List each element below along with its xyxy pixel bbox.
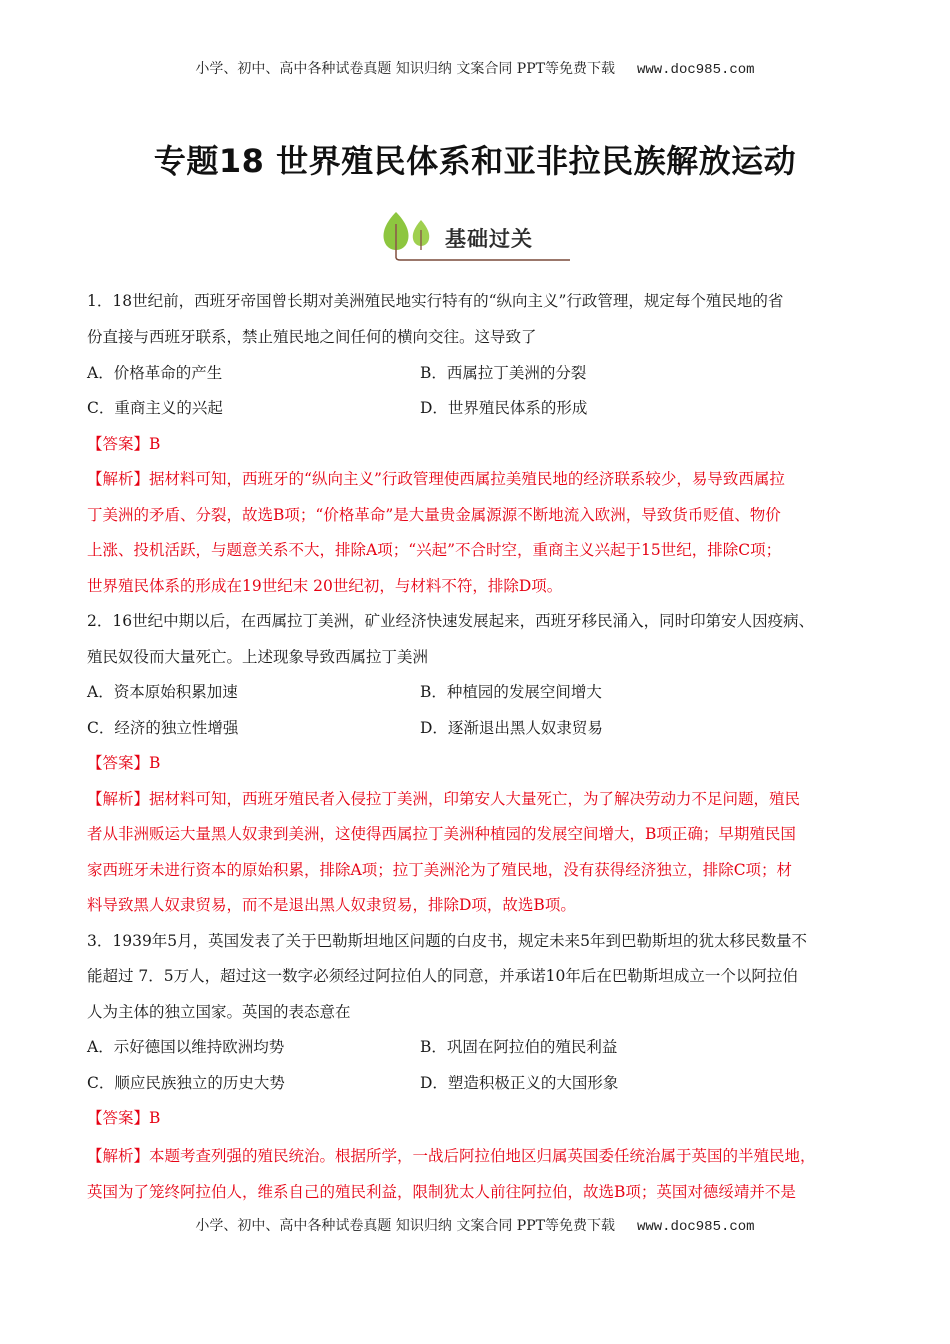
analysis-line: 英国为了笼终阿拉伯人，维系自己的殖民利益，限制犹太人前往阿拉伯，故选B项；英国对德绥靖并不是 [87, 1182, 796, 1201]
option-d: D．塑造积极正义的大国形象 [420, 1073, 619, 1092]
header-text: 小学、初中、高中各种试卷真题 知识归纳 文案合同 PPT等免费下载 [195, 61, 615, 77]
answer-label: 【答案】 [87, 434, 150, 453]
answer-line [87, 746, 867, 782]
analysis-label: 【解析】 [87, 1146, 150, 1165]
section-label: 基础过关 [445, 227, 533, 251]
option-c: C．重商主义的兴起 [87, 399, 223, 417]
analysis-label: 【解析】 [87, 789, 150, 808]
question-stem-line: 2．16世纪中期以后，在西属拉丁美洲，矿业经济快速发展起来，西班牙移民涌入，同时印第安人因疫病、 [87, 612, 815, 630]
option-d: D．逐渐退出黑人奴隶贸易 [420, 718, 603, 737]
footer-text: 小学、初中、高中各种试卷真题 知识归纳 文案合同 PPT等免费下载 [195, 1218, 615, 1234]
analysis-line: 上涨、投机活跃，与题意关系不大，排除A项；“兴起”不合时空，重商主义兴起于15世纪，排除C项； [87, 541, 782, 559]
question-stem-line: 3．1939年5月，英国发表了关于巴勒斯坦地区问题的白皮书，规定未来5年到巴勒斯坦的犹太移民数量不 [87, 931, 808, 950]
option-b: B．种植园的发展空间增大 [420, 683, 602, 701]
option-b: B．巩固在阿拉伯的殖民利益 [420, 1038, 618, 1056]
options-row [87, 391, 867, 427]
option-b: B．西属拉丁美洲的分裂 [420, 363, 587, 382]
question-stem-line: 能超过 7．5万人，超过这一数字必须经过阿拉伯人的同意，并承诺10年后在巴勒斯坦成立一个以阿拉伯 [87, 967, 798, 985]
section-banner [378, 210, 573, 262]
question-stem-line: 份直接与西班牙联系，禁止殖民地之间任何的横向交往。这导致了 [87, 328, 537, 346]
analysis-line: 者从非洲贩运大量黑人奴隶到美洲，这使得西属拉丁美洲种植园的发展空间增大，B项正确；早期殖民国 [87, 825, 796, 843]
option-c: C．经济的独立性增强 [87, 718, 239, 737]
answer-value: B [149, 434, 161, 453]
option-a: A．价格革命的产生 [87, 363, 223, 382]
options-row [87, 1066, 867, 1102]
question-stem-line: 人为主体的独立国家。英国的表态意在 [87, 1002, 351, 1021]
option-d: D．世界殖民体系的形成 [420, 399, 588, 417]
option-c: C．顺应民族独立的历史大势 [87, 1073, 285, 1092]
answer-value: B [149, 754, 161, 772]
page-footer [0, 1215, 950, 1235]
document-body [87, 282, 867, 1210]
analysis-line: 家西班牙未进行资本的原始积累，排除A项；拉丁美洲沦为了殖民地，没有获得经济独立，排除C项；材 [87, 860, 793, 879]
footer-url[interactable]: www.doc985.com [636, 1219, 755, 1235]
analysis-line: 【解析】据材料可知，西班牙的“纵向主义”行政管理使西属拉美殖民地的经济联系较少，易导致西属拉 [87, 470, 785, 488]
answer-line [87, 1101, 867, 1137]
options-row [87, 675, 867, 711]
question-stem-line: 殖民奴役而大量死亡。上述现象导致西属拉丁美洲 [87, 647, 429, 666]
page-header [0, 58, 950, 78]
options-row [87, 356, 867, 392]
page-title: 专题18 世界殖民体系和亚非拉民族解放运动 [153, 142, 797, 180]
options-row [87, 711, 867, 747]
answer-label: 【答案】 [87, 754, 150, 772]
question-1 [87, 282, 867, 604]
options-row [87, 1030, 867, 1066]
analysis-line: 世界殖民体系的形成在19世纪末 20世纪初，与材料不符，排除D项。 [87, 576, 563, 595]
option-a: A．资本原始积累加速 [87, 683, 238, 701]
analysis-line: 料导致黑人奴隶贸易，而不是退出黑人奴隶贸易，排除D项，故选B项。 [87, 896, 576, 914]
option-a: A．示好德国以维持欧洲均势 [87, 1038, 285, 1056]
answer-label: 【答案】 [87, 1109, 150, 1127]
answer-line [87, 427, 867, 463]
question-2 [87, 604, 867, 924]
analysis-line: 【解析】据材料可知，西班牙殖民者入侵拉丁美洲，印第安人大量死亡，为了解决劳动力不足问题，殖民 [87, 789, 801, 808]
question-3 [87, 924, 867, 1211]
header-url[interactable]: www.doc985.com [636, 62, 755, 78]
analysis-line: 【解析】本题考查列强的殖民统治。根据所学，一战后阿拉伯地区归属英国委任统治属于英国的半殖民地， [87, 1146, 816, 1165]
answer-value: B [149, 1109, 161, 1127]
analysis-label: 【解析】 [87, 470, 150, 488]
question-stem-line: 1．18世纪前，西班牙帝国曾长期对美洲殖民地实行特有的“纵向主义”行政管理，规定每个殖民地的省 [87, 292, 784, 310]
analysis-line: 丁美洲的矛盾、分裂，故选B项；“价格革命”是大量贵金属源源不断地流入欧洲，导致货币贬值、物价 [87, 505, 781, 524]
